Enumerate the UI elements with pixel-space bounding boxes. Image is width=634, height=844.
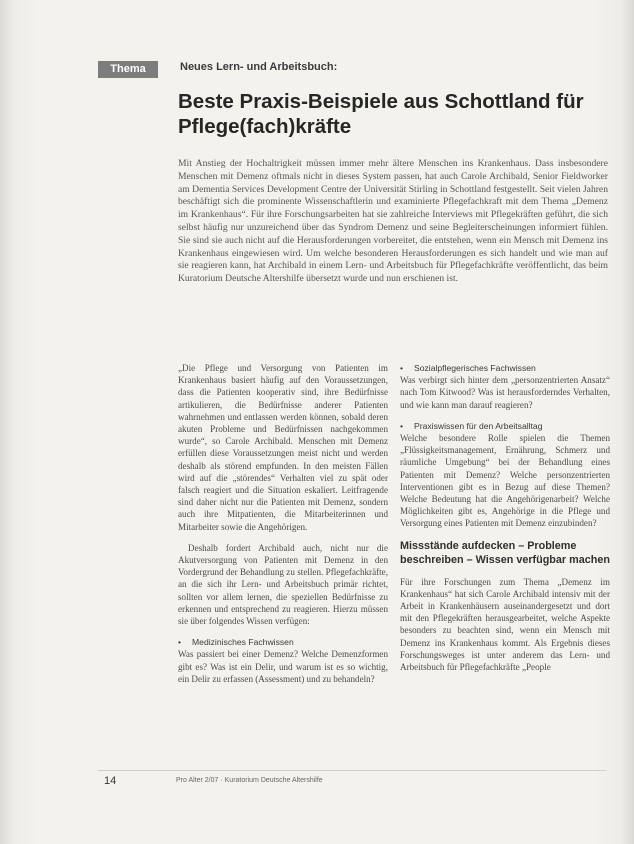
bullet-dot-icon: •	[178, 637, 182, 648]
article-title: Beste Praxis-Beispiele aus Schottland für Pflege(fach)kräfte	[178, 90, 584, 138]
bullet-text: Welche besondere Rolle spielen die Themen „Flüssigkeitsmanagement, Ernährung, Schmerz und räumliche Umgebung“ bei der Behandlung eines Patienten mit Demenz? Welche personzentrierten Interventionen gibt es in Bezug auf diese Themen? Welche Bedeutung hat die Angehörigenarbeit? Welche Möglichkeiten gibt es, Angehörige in die Pflege und Versorgung eines Patienten mit Demenz einzubinden?	[400, 433, 610, 529]
bullet-heading	[178, 636, 388, 648]
bullet-text: Was passiert bei einer Demenz? Welche Demenzformen gibt es? Was ist ein Delir, und warum ist es so wichtig, ein Delir zu erfassen (Assessment) und zu behandeln?	[178, 649, 388, 684]
bullet-dot-icon: •	[400, 363, 404, 373]
bullet-heading-text: Sozialpflegerisches Fachwissen	[414, 363, 536, 373]
footer-source: Pro Alter 2/07 · Kuratorium Deutsche Altershilfe	[176, 777, 323, 784]
left-column	[178, 362, 388, 694]
lead-paragraph: Mit Anstieg der Hochaltrigkeit müssen immer mehr ältere Menschen ins Krankenhaus. Dass insbesondere Menschen mit Demenz oftmals nicht in dieses System passen, hat auch Carole Archibald, Senior Fieldworker am Dementia Services Development Centre der Universität Stirling in Schottland festgestellt. Seit vielen Jahren beschäftigt sich die prominente Wissenschaftlerin und examinierte Pflegefachkraft mit dem Thema „Demenz im Krankenhaus“. Für ihre Forschungsarbeiten hat sie zahlreiche Interviews mit Pflegekräften geführt, die sich selbst häufig nur unzureichend über das Syndrom Demenz und seine Begleiterscheinungen informiert fühlen. Sie sind sie auch nicht auf die Herausforderungen vorbereitet, die entstehen, wenn ein Mensch mit Demenz ins Krankenhaus eingewiesen wird. Um welche besonderen Herausforderungen es sich handelt und wie man auf sie reagieren kann, hat Archibald in einem Lern- und Arbeitsbuch für Pflegefachkräfte veröffentlicht, das beim Kuratorium Deutsche Altershilfe übersetzt wurde und nun erschienen ist.	[178, 158, 608, 285]
bullet-heading-text: Praxiswissen für den Arbeitsalltag	[414, 420, 543, 431]
body-paragraph: Deshalb fordert Archibald auch, nicht nur die Akutversorgung von Patienten mit Demenz in den Vordergrund der Behandlung zu stellen. Pflegefachkräfte, an die sich ihr Lern- und Arbeitsbuch primär richtet, sollten vor allem lernen, die speziellen Bedürfnisse zu erkennen und entsprechend zu reagieren. Hierzu müssen sie über folgendes Wissen verfügen:	[178, 542, 388, 627]
bullet-heading	[400, 362, 610, 374]
body-paragraph: Für ihre Forschungen zum Thema „Demenz im Krankenhaus“ hat sich Carole Archibald intensiv mit der Arbeit in Krankenhäusern auseinandergesetzt und dort mit den Pflegekräften herausgearbeitet, welche Aspekte besonders zu beachten sind, wenn ein Mensch mit Demenz ins Krankenhaus kommt. Als Ergebnis dieses Forschungsweges ist unter anderem das Lern- und Arbeitsbuch für Pflegefachkräfte „People	[400, 576, 610, 673]
body-paragraph: „Die Pflege und Versorgung von Patienten im Krankenhaus basiert häufig auf den Voraussetzungen, dass die Patienten kooperativ sind, ihre Bedürfnisse artikulieren, die Bedürfnisse anderer Patienten wahrnehmen und entlassen werden können, sobald deren akuten Probleme und Bedürfnissen nachgekommen wurde“, so Carole Archibald. Menschen mit Demenz erfüllen diese Voraussetzungen meist nicht und werden deshalb als störend empfunden. In den meisten Fällen wird auf die „störendes“ Verhalten viel zu spät oder falsch reagiert und die Situation eskaliert. Leitfragende sind daher nicht nur die Patienten mit Demenz, sondern auch ihre Mitpatienten, die Mitarbeiterinnen und Mitarbeiter sowie die Angehörigen.	[178, 363, 388, 532]
right-column	[400, 362, 610, 682]
section-tab: Thema	[98, 61, 158, 78]
bullet-heading	[400, 420, 610, 432]
bullet-heading-text: Medizinisches Fachwissen	[192, 637, 294, 648]
page-number: 14	[104, 775, 117, 787]
bullet-dot-icon: •	[400, 420, 404, 431]
kicker: Neues Lern- und Arbeitsbuch:	[180, 61, 338, 73]
bullet-text: Was verbirgt sich hinter dem „personzentrierten Ansatz“ nach Tom Kitwood? Was ist herausforderndes Verhalten, und wie kann man darauf reagieren?	[400, 375, 610, 410]
section-heading: Missstände aufdecken – Probleme beschreiben – Wissen verfügbar machen	[400, 539, 610, 566]
footer-divider	[98, 770, 606, 771]
